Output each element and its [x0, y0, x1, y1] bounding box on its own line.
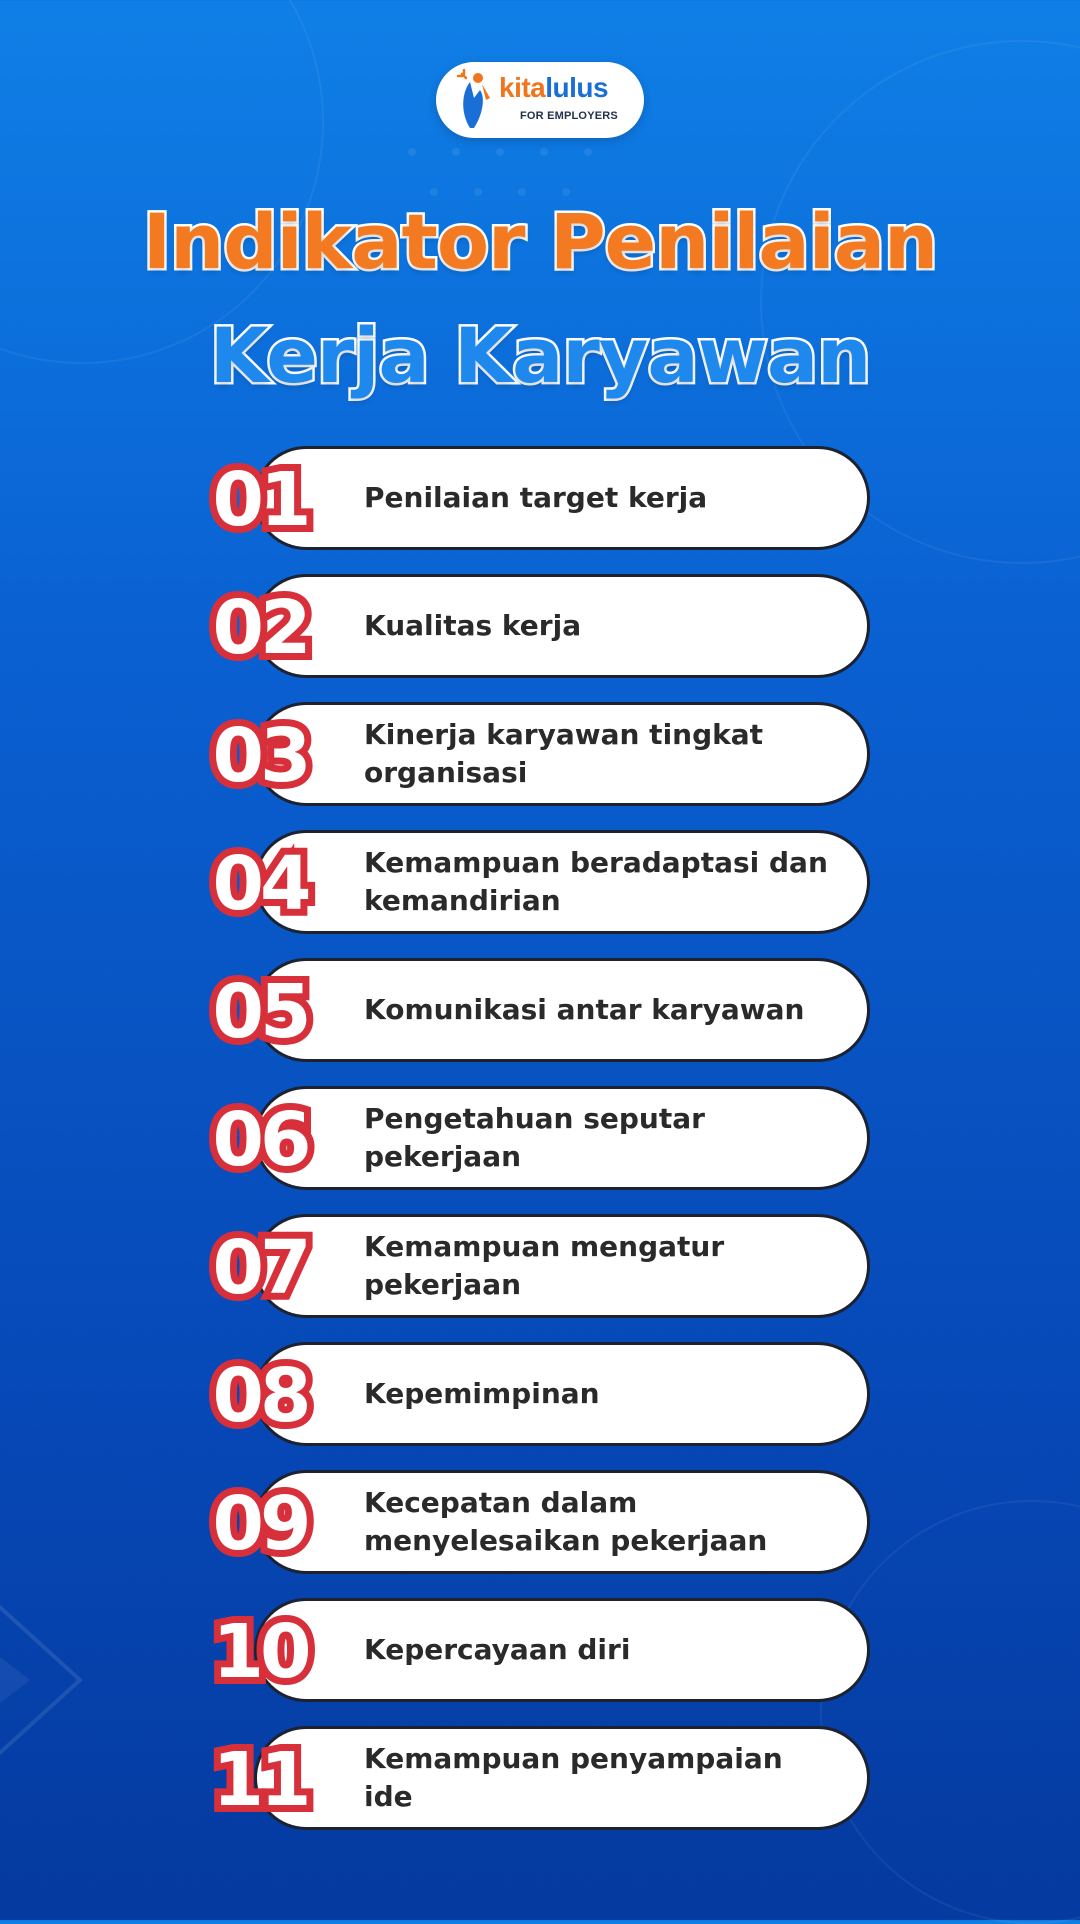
item-number: 06 — [212, 1097, 308, 1183]
item-label: Pengetahuan seputar pekerjaan — [364, 1102, 705, 1173]
brand-wordmark — [499, 74, 608, 102]
item-number: 09 — [212, 1481, 308, 1567]
item-number: 05 — [212, 969, 308, 1055]
list-item — [200, 1470, 880, 1578]
item-label: Komunikasi antar karyawan — [364, 993, 805, 1026]
list-item — [200, 702, 880, 810]
brand-logo — [436, 62, 644, 138]
item-number: 08 — [212, 1353, 308, 1439]
background-circle-decoration — [0, 0, 324, 364]
item-label: Kemampuan mengatur pekerjaan — [364, 1230, 725, 1301]
item-label: Penilaian target kerja — [364, 481, 708, 514]
brand-kita: kita — [499, 72, 546, 103]
item-label: Kemampuan penyampaian ide — [364, 1742, 783, 1813]
list-item — [200, 958, 880, 1066]
brand-subtitle: FOR EMPLOYERS — [520, 110, 618, 122]
item-label: Kualitas kerja — [364, 609, 582, 642]
item-label: Kinerja karyawan tingkat organisasi — [364, 718, 764, 789]
list-item — [200, 574, 880, 682]
item-number: 11 — [212, 1737, 308, 1823]
item-label: Kecepatan dalam menyelesaikan pekerjaan — [364, 1486, 768, 1557]
list-item — [200, 446, 880, 554]
page-title-line-2: Kerja Karyawan — [209, 311, 871, 400]
rocket-person-icon — [456, 68, 498, 132]
item-number: 02 — [212, 585, 308, 671]
chevron-decoration-icon — [0, 1560, 110, 1800]
list-item — [200, 1726, 880, 1834]
item-number: 07 — [212, 1225, 308, 1311]
list-item — [200, 1342, 880, 1450]
list-item — [200, 830, 880, 938]
item-number: 10 — [212, 1609, 308, 1695]
brand-lulus: lulus — [545, 72, 609, 103]
item-number: 04 — [212, 841, 308, 927]
item-number: 01 — [212, 457, 308, 543]
list-item — [200, 1214, 880, 1322]
list-item — [200, 1086, 880, 1194]
item-number: 03 — [212, 713, 308, 799]
page-title-line-1: Indikator Penilaian — [142, 197, 938, 286]
item-label: Kemampuan beradaptasi dan kemandirian — [364, 846, 828, 917]
item-label: Kepemimpinan — [364, 1377, 600, 1410]
item-label: Kepercayaan diri — [364, 1633, 631, 1666]
list-item — [200, 1598, 880, 1706]
